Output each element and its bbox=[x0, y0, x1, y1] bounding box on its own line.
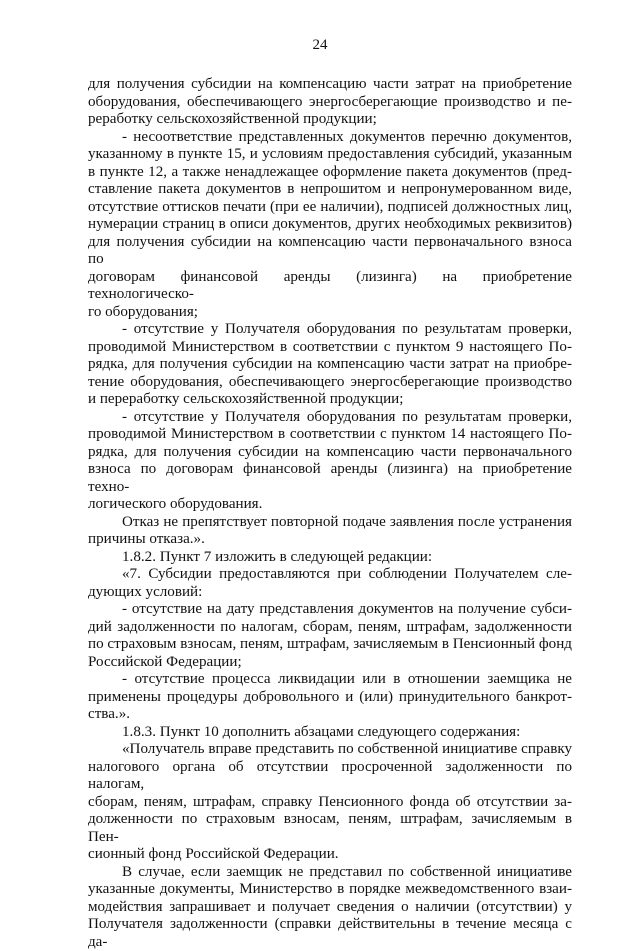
text-line: ства.». bbox=[88, 706, 131, 722]
text-line: сионный фонд Российской Федерации. bbox=[88, 846, 339, 862]
text-line: рядка, для получения субсидии на компенсацию части затрат на приобре- bbox=[88, 356, 572, 372]
text-line: причины отказа.». bbox=[88, 531, 205, 547]
text-line: налогового органа об отсутствии просроченной задолженности по налогам, bbox=[88, 758, 572, 792]
text-line: отсутствие оттисков печати (при ее наличии), подписей должностных лиц, bbox=[88, 198, 572, 215]
text-line: «7. Субсидии предоставляются при соблюдении Получателем сле- bbox=[122, 566, 572, 582]
text-line: по страховым взносам, пеням, штрафам, зачисляемым в Пенсионный фонд bbox=[88, 636, 572, 652]
text-line: для получения субсидии на компенсацию части первоначального взноса по bbox=[88, 233, 572, 267]
text-line: - несоответствие представленных документов перечню документов, bbox=[122, 128, 572, 145]
text-line: - отсутствие у Получателя оборудования по результатам проверки, bbox=[122, 321, 572, 337]
text-line: оборудования, обеспечивающего энергосберегающие производство и пе- bbox=[88, 93, 572, 110]
text-line: и переработку сельскохозяйственной продукции; bbox=[88, 391, 404, 407]
text-line: Получателя задолженности (справки действительны в течение месяца с да- bbox=[88, 916, 572, 950]
text-line: в пункте 12, а также ненадлежащее оформление пакета документов (пред- bbox=[88, 163, 572, 180]
text-line: применены процедуры добровольного и (или) принудительного банкрот- bbox=[88, 688, 572, 705]
text-line: - отсутствие на дату представления документов на получение субси- bbox=[122, 601, 572, 617]
text-line: указанному в пункте 15, и условиям предоставления субсидий, указанным bbox=[88, 146, 572, 162]
text-line: реработку сельскохозяйственной продукции; bbox=[88, 111, 377, 127]
text-line: указанные документы, Министерство в порядке межведомственного взаи- bbox=[88, 881, 572, 897]
text-line: 1.8.2. Пункт 7 изложить в следующей редакции: bbox=[122, 548, 433, 565]
text-line: Российской Федерации; bbox=[88, 653, 242, 670]
text-line: рядка, для получения субсидии на компенсацию части первоначального bbox=[88, 443, 572, 460]
text-line: ставление пакета документов в непрошитом и непронумерованном виде, bbox=[88, 181, 572, 197]
text-line: для получения субсидии на компенсацию части затрат на приобретение bbox=[88, 76, 572, 92]
text-line: сборам, пеням, штрафам, справку Пенсионного фонда об отсутствии за- bbox=[88, 793, 572, 810]
document-body bbox=[88, 76, 572, 951]
text-line: проводимой Министерством в соответствии с пунктом 14 настоящего По- bbox=[88, 426, 572, 442]
text-line: долженности по страховым взносам, пеням, штрафам, зачисляемым в Пен- bbox=[88, 811, 572, 845]
text-line: взноса по договорам финансовой аренды (лизинга) на приобретение техно- bbox=[88, 461, 572, 495]
text-line: тение оборудования, обеспечивающего энергосберегающие производство bbox=[88, 373, 572, 390]
text-line: логического оборудования. bbox=[88, 496, 263, 512]
text-line: договорам финансовой аренды (лизинга) на приобретение технологическо- bbox=[88, 268, 572, 302]
text-line: - отсутствие процесса ликвидации или в отношении заемщика не bbox=[122, 671, 572, 687]
text-line: проводимой Министерством в соответствии с пунктом 9 настоящего По- bbox=[88, 338, 572, 355]
text-line: нумерации страниц в описи документов, других необходимых реквизитов) bbox=[88, 216, 572, 232]
text-line: го оборудования; bbox=[88, 303, 198, 320]
text-line: 1.8.3. Пункт 10 дополнить абзацами следующего содержания: bbox=[122, 723, 521, 740]
text-line: дующих условий: bbox=[88, 583, 203, 600]
text-line: - отсутствие у Получателя оборудования по результатам проверки, bbox=[122, 408, 572, 425]
page-number: 24 bbox=[312, 37, 328, 53]
text-line: В случае, если заемщик не представил по собственной инициативе bbox=[122, 863, 572, 880]
text-line: Отказ не препятствует повторной подаче заявления после устранения bbox=[122, 513, 572, 530]
text-line: «Получатель вправе представить по собственной инициативе справку bbox=[122, 741, 572, 757]
text-line: дий задолженности по налогам, сборам, пеням, штрафам, задолженности bbox=[88, 618, 572, 635]
text-line: модействия запрашивает и получает сведения о наличии (отсутствии) у bbox=[88, 898, 572, 915]
